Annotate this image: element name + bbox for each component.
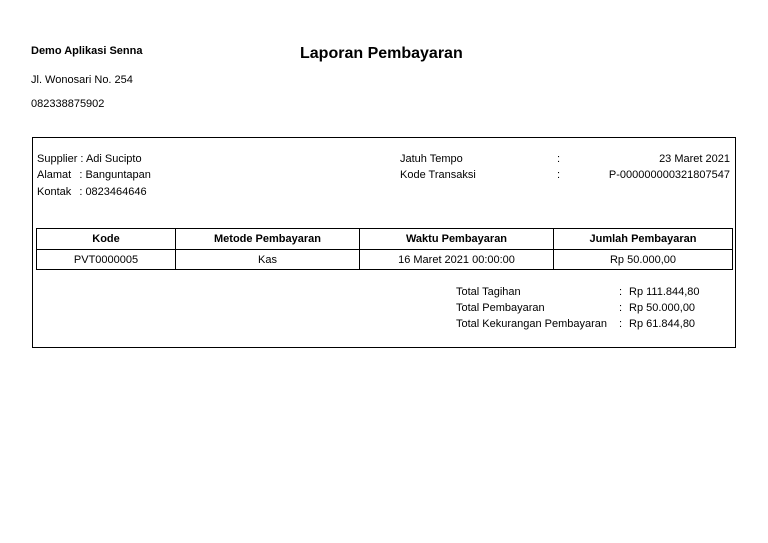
total-kekurangan-row	[456, 318, 736, 334]
jatuh-tempo-colon: :	[557, 153, 561, 165]
jatuh-tempo-label: Jatuh Tempo	[400, 153, 463, 165]
total-pembayaran-row	[456, 302, 736, 318]
total-pembayaran-value: Rp 50.000,00	[629, 302, 696, 314]
table-header-row	[37, 229, 733, 250]
alamat-label: Alamat	[37, 169, 72, 181]
company-address: Jl. Wonosari No. 254	[31, 74, 133, 86]
kode-transaksi-colon: :	[557, 169, 561, 181]
kontak-label: Kontak	[37, 186, 72, 198]
cell-waktu: 16 Maret 2021 00:00:00	[360, 250, 554, 270]
total-tagihan-colon: :	[619, 286, 623, 298]
header-kode: Kode	[37, 229, 176, 250]
total-pembayaran-label: Total Pembayaran	[456, 302, 545, 314]
header-waktu-pembayaran: Waktu Pembayaran	[360, 229, 554, 250]
supplier-label: Supplier	[37, 153, 78, 165]
total-kekurangan-value: Rp 61.844,80	[629, 318, 696, 330]
cell-jumlah: Rp 50.000,00	[554, 250, 733, 270]
table-row	[37, 250, 733, 270]
kode-transaksi-label: Kode Transaksi	[400, 169, 476, 181]
alamat-value: Banguntapan	[85, 169, 151, 181]
payment-table	[36, 228, 733, 270]
supplier-colon: :	[80, 153, 84, 165]
total-tagihan-row	[456, 286, 736, 302]
total-kekurangan-label: Total Kekurangan Pembayaran	[456, 318, 608, 330]
header-jumlah-pembayaran: Jumlah Pembayaran	[554, 229, 733, 250]
supplier-row	[37, 153, 142, 165]
company-phone: 082338875902	[31, 98, 105, 110]
cell-kode: PVT0000005	[37, 250, 176, 270]
kontak-colon: :	[79, 186, 83, 198]
kontak-row	[37, 186, 147, 198]
alamat-row	[37, 169, 151, 181]
supplier-value: Adi Sucipto	[85, 153, 142, 165]
report-title: Laporan Pembayaran	[300, 45, 463, 62]
total-tagihan-value: Rp 111.844,80	[629, 286, 700, 298]
company-name: Demo Aplikasi Senna	[31, 45, 143, 57]
alamat-colon: :	[79, 169, 83, 181]
jatuh-tempo-value: 23 Maret 2021	[659, 153, 730, 165]
header-metode-pembayaran: Metode Pembayaran	[176, 229, 360, 250]
total-tagihan-label: Total Tagihan	[456, 286, 521, 298]
report-box	[32, 137, 736, 348]
total-kekurangan-colon: :	[619, 318, 623, 330]
total-pembayaran-colon: :	[619, 302, 623, 314]
totals-section	[456, 286, 736, 334]
kontak-value: 0823464646	[85, 186, 147, 198]
kode-transaksi-value: P-000000000321807547	[608, 169, 730, 181]
cell-metode: Kas	[176, 250, 360, 270]
